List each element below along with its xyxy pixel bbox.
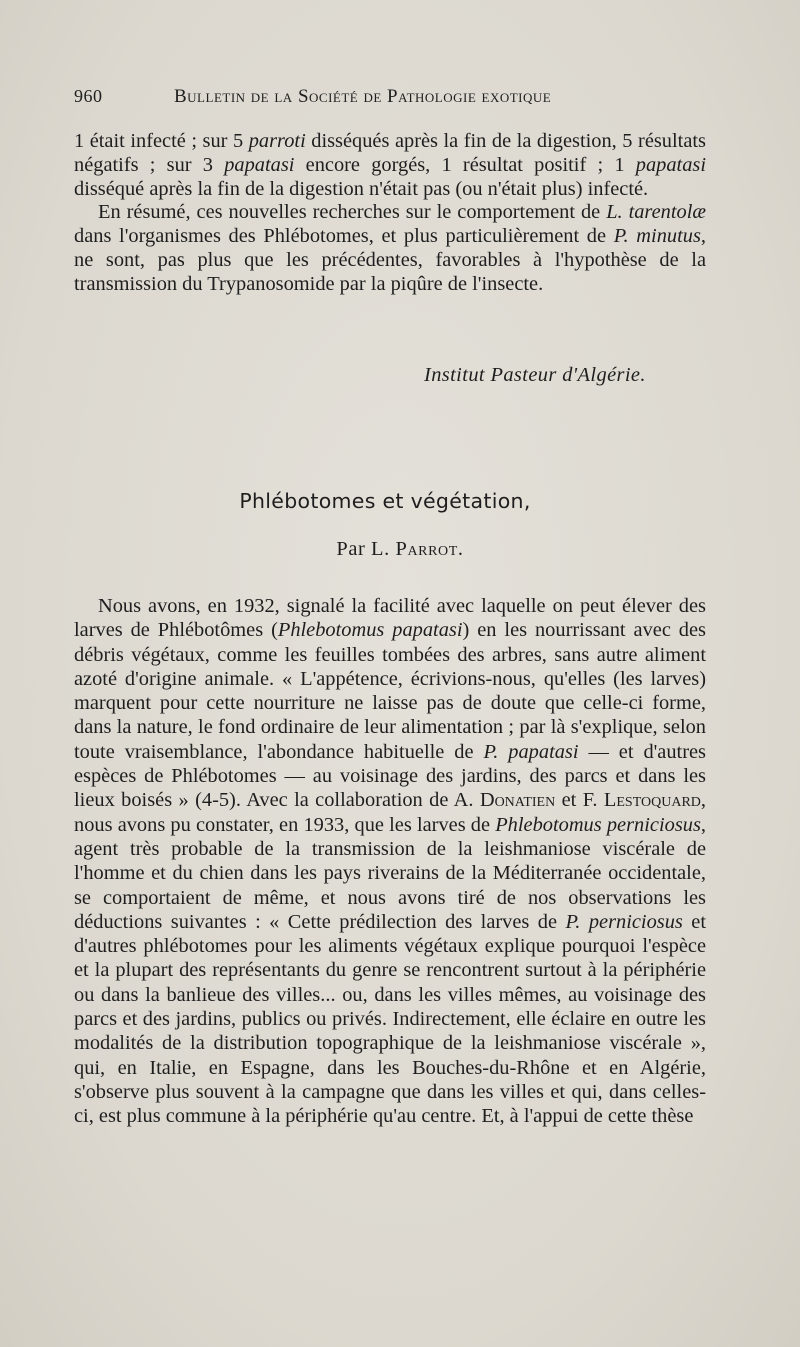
running-title: Bulletin de la Société de Pathologie exotique bbox=[174, 86, 552, 107]
species-name: Phlebotomus perniciosus bbox=[495, 813, 701, 836]
text-run: disséqué après la fin de la digestion n'était pas (ou n'était plus) infecté. bbox=[74, 177, 649, 200]
text-run: et F. bbox=[555, 789, 604, 812]
species-name: P. perniciosus bbox=[565, 910, 683, 933]
text-run: disséqués après la fin de la digestion, 5 résultats négatifs ; sur 3 bbox=[74, 130, 706, 176]
paragraph bbox=[74, 594, 706, 1129]
author-name: Parrot. bbox=[395, 538, 464, 560]
species-name: P. papatasi bbox=[483, 740, 579, 763]
article-title: Phlébotomes et végétation, bbox=[239, 489, 531, 513]
species-name: papatasi bbox=[224, 153, 295, 176]
text-run: ) en les nourrissant avec des débris végétaux, comme les feuilles tombées des arbres, sans autre aliment azoté d'origine animale. « L'appétence, écrivions-nous, qu'elles (les larves) marquent pour cette nourriture ne laisse pas de doute que celle-ci forme, dans la nature, le fond ordinaire de leur alimentation ; par là s'explique, selon toute vraisemblance, l'abondance habituelle de bbox=[74, 619, 706, 763]
author-name: Donatien bbox=[479, 789, 556, 812]
text-run: dans l'organismes des Phlébotomes, et plus particulièrement de bbox=[74, 225, 614, 248]
species-name: P. minutus bbox=[613, 225, 701, 248]
text-run: encore gorgés, 1 résultat positif ; 1 bbox=[294, 153, 636, 176]
article-byline bbox=[0, 538, 800, 561]
author-name: Lestoquard bbox=[603, 789, 701, 812]
text-run: et d'autres phlébotomes pour les aliments végétaux explique pourquoi l'espèce et la plupart des représentants du genre se rencontrent surtout à la périphérie ou dans la banlieue des villes... ou, dans les villes mêmes, au voisinage des parcs et des jardins, publics ou privés. Indirectement, elle éclaire en outre les modalités de la distribution topographique de la leishmaniose viscérale », qui, en Italie, en Espagne, dans les Bouches-du-Rhône et en Algérie, s'observe plus souvent à la campagne que dans les villes et qui, dans celles-ci, est plus commune à la périphérie qu'au centre. Et, à l'appui de cette thèse bbox=[74, 910, 706, 1128]
previous-article-conclusion bbox=[74, 130, 706, 297]
page-number: 960 bbox=[74, 86, 103, 106]
text-run: , agent très probable de la transmission de la leishmaniose viscérale de l'homme et du chien dans les pays riverains de la Méditerranée occidentale, se comportaient de même, et nous avons tiré de nos observations les déductions suivantes : « Cette prédilection des larves de bbox=[74, 813, 706, 933]
paragraph bbox=[74, 201, 706, 296]
text-run: — et d'autres espèces de Phlébotomes — au voisinage des jardins, des parcs et dans les lieux boisés » (4-5). Avec la collaboration de A. bbox=[74, 740, 706, 812]
article-body bbox=[74, 594, 706, 1129]
text-run: , ne sont, pas plus que les précédentes, favorables à l'hypothèse de la transmission du Trypanosomide par la piqûre de l'insecte. bbox=[74, 225, 706, 295]
text-run: Nous avons, en 1932, signalé la facilité avec laquelle on peut élever des larves de Phlébotômes ( bbox=[74, 595, 706, 642]
species-name: L. tarentolæ bbox=[606, 201, 706, 224]
text-run: , nous avons pu constater, en 1933, que les larves de bbox=[74, 789, 706, 836]
text-run: 1 était infecté ; sur 5 bbox=[74, 130, 249, 152]
byline-prefix: Par L. bbox=[336, 538, 396, 560]
institution-signature: Institut Pasteur d'Algérie. bbox=[424, 364, 646, 386]
species-name: papatasi bbox=[635, 153, 706, 176]
species-name: Phlebotomus papatasi bbox=[277, 619, 463, 642]
species-name: parroti bbox=[248, 130, 306, 152]
text-run: En résumé, ces nouvelles recherches sur le comportement de bbox=[98, 201, 607, 224]
paragraph bbox=[74, 130, 706, 201]
